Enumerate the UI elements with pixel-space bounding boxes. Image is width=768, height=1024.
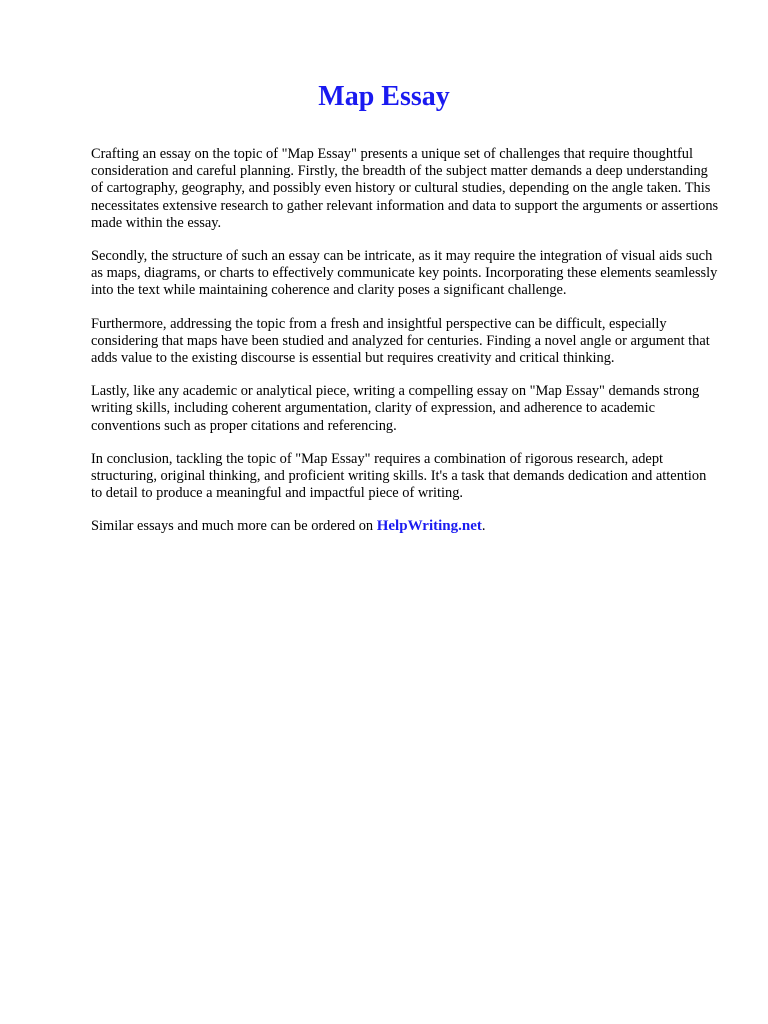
paragraph-writing-skills: Lastly, like any academic or analytical piece, writing a compelling essay on "Map Essay" demands strong writing skills, including coherent argumentation, clarity of expression, and adherence to academic conventions such as proper citations and referencing. — [91, 383, 700, 434]
paragraph-conclusion: In conclusion, tackling the topic of "Map Essay" requires a combination of rigorous research, adept structuring, original thinking, and proficient writing skills. It's a task that demands dedication and attention to detail to produce a meaningful and impactful piece of writing. — [91, 450, 707, 502]
page-title: Map Essay — [318, 81, 450, 112]
order-line — [91, 518, 721, 535]
helpwriting-link[interactable]: HelpWriting.net — [376, 518, 482, 535]
essay-body — [91, 146, 721, 536]
order-line-suffix: . — [481, 518, 486, 535]
paragraph-perspective: Furthermore, addressing the topic from a fresh and insightful perspective can be difficult, especially considering that maps have been studied and analyzed for centuries. Finding a novel angle or argument that adds value to the existing discourse is essential but requires creativity and critical thinking. — [91, 315, 710, 367]
paragraph-intro: Crafting an essay on the topic of "Map Essay" presents a unique set of challenges that require thoughtful consideration and careful planning. Firstly, the breadth of the subject matter demands a deep understanding of cartography, geography, and possibly even history or cultural studies, depending on the angle taken. This necessitates extensive research to gather relevant information and data to support the arguments or assertions made within the essay. — [91, 146, 719, 231]
paragraph-structure: Secondly, the structure of such an essay can be intricate, as it may require the integration of visual aids such as maps, diagrams, or charts to effectively communicate key points. Incorporating these elements seamlessly into the text while maintaining coherence and clarity poses a significant challenge. — [91, 248, 718, 299]
order-line-prefix: Similar essays and much more can be ordered on — [91, 518, 377, 535]
